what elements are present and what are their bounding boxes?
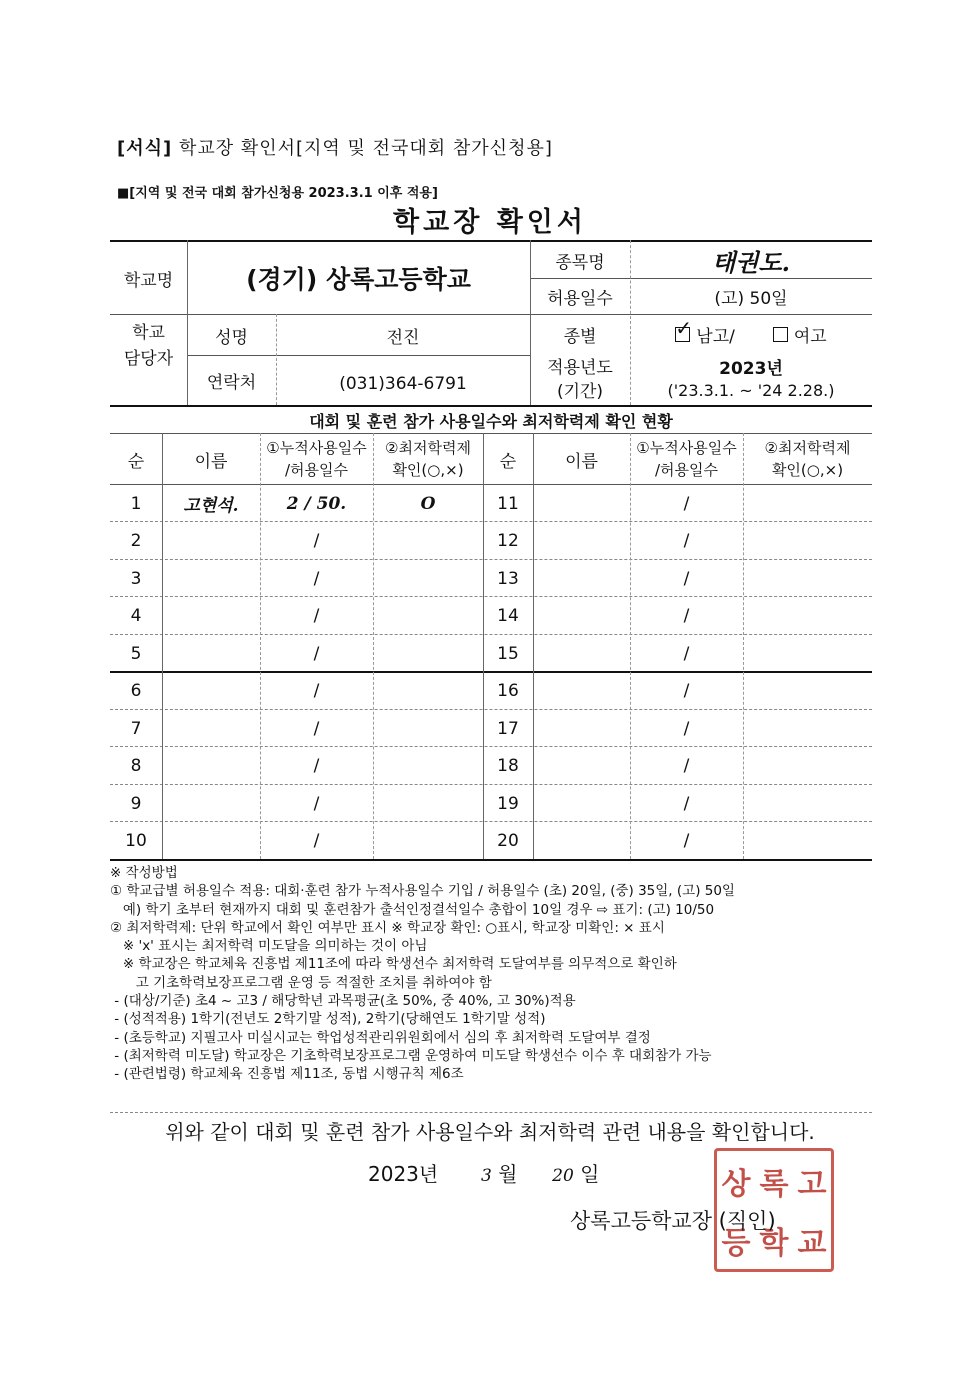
athlete-name: [162, 560, 260, 597]
used-days: /: [313, 718, 320, 739]
min-academic-check: [743, 822, 872, 859]
name-value: 전진: [386, 328, 420, 348]
min-academic-check: [373, 635, 483, 672]
min-academic-check: O: [420, 493, 436, 514]
seal-char: 등: [721, 1225, 751, 1261]
min-academic-check: [373, 522, 483, 559]
issue-date-month-label: 월: [498, 1162, 518, 1186]
row-number: 4: [130, 605, 142, 626]
col-header-no: 순: [127, 451, 145, 472]
used-days: /: [313, 530, 320, 551]
used-days: /: [683, 680, 690, 701]
col-header-days-right: [630, 434, 743, 484]
row-number: 8: [130, 755, 142, 776]
status-table-title: 대회 및 훈련 참가 사용일수와 최저학력제 확인 현황: [309, 411, 673, 431]
min-academic-check: [743, 635, 872, 672]
instruction-line: - (최저학력 미도달) 학교장은 기초학력보장프로그램 운영하여 미도달 학생선수 이수 후 대회참가 가능: [110, 1047, 712, 1064]
row-number: 13: [497, 568, 519, 589]
col-header-min-right: [743, 434, 872, 484]
used-days: /: [683, 755, 690, 776]
col-header-days-line1: ①누적사용일수: [266, 439, 367, 457]
principal-signature: 상록고등학교장 (직인): [570, 1209, 776, 1233]
row-number: 5: [130, 643, 142, 664]
instruction-line: - (성적적용) 1학기(전년도 2학기말 성적), 2학기(당해연도 1학기말 성적): [110, 1011, 546, 1028]
min-academic-check: [373, 785, 483, 822]
used-days: /: [313, 680, 320, 701]
row-number: 15: [497, 643, 519, 664]
athlete-name: [533, 822, 630, 859]
athlete-name: [162, 822, 260, 859]
page-title: 학교장 확인서: [393, 207, 587, 238]
min-academic-check: [373, 672, 483, 709]
instruction-line: ② 최저학력제: 단위 학교에서 확인 여부만 표시 ※ 학교장 확인: ○표시, 학교장 미확인: × 표시: [110, 919, 665, 936]
used-days: /: [313, 643, 320, 664]
row-number: 9: [130, 793, 142, 814]
min-academic-check: [743, 597, 872, 634]
row-number: 16: [497, 680, 519, 701]
used-days: /: [683, 643, 690, 664]
form-header: [117, 134, 553, 160]
seal-char: 록: [759, 1166, 789, 1202]
year-label-line2: (기간): [556, 382, 604, 402]
athlete-name: [162, 597, 260, 634]
instruction-line: ※ 작성방법: [110, 865, 178, 881]
min-academic-check: [743, 560, 872, 597]
contact-group-label-line2: 담당자: [123, 349, 174, 369]
row-number: 20: [497, 830, 519, 851]
school-label: 학교명: [123, 270, 174, 291]
row-number: 7: [130, 718, 142, 739]
instruction-line: ① 학교급별 허용일수 적용: 대회·훈련 참가 누적사용일수 기입 / 허용일수 (초) 20일, (중) 35일, (고) 50일: [110, 883, 735, 900]
contact-group-label: [110, 322, 187, 370]
used-days: /: [683, 530, 690, 551]
col-header-min-right-line1: ②최저학력제: [764, 439, 851, 457]
athlete-name: [162, 710, 260, 747]
seal-char: 고: [797, 1166, 827, 1202]
athlete-name: [162, 672, 260, 709]
row-number: 1: [130, 493, 142, 514]
issue-date-day-label: 일: [580, 1162, 600, 1186]
issue-date-month: 3: [480, 1166, 492, 1186]
athlete-name: [533, 597, 630, 634]
used-days: /: [683, 830, 690, 851]
allowed-days-value: (고) 50일: [714, 288, 788, 309]
seal-char: 교: [797, 1225, 827, 1261]
issue-date-year: 2023년: [368, 1162, 439, 1186]
athlete-name: [533, 785, 630, 822]
col-header-no-right: 순: [499, 451, 517, 472]
row-number: 11: [497, 493, 519, 514]
athlete-name: [162, 785, 260, 822]
gender-options: [630, 316, 872, 352]
year-value-period: ('23.3.1. ~ '24 2.28.): [667, 381, 835, 400]
athlete-name: [533, 522, 630, 559]
col-header-days-right-line2: /허용일수: [654, 461, 718, 479]
instruction-line: ※ 학교장은 학교체육 진흥법 제11조에 따라 학생선수 최저학력 도달여부를 의무적으로 확인하: [110, 956, 677, 973]
gender-male-label: 남고/: [696, 326, 735, 347]
athlete-name: [533, 560, 630, 597]
col-header-min-line1: ②최저학력제: [385, 439, 471, 457]
allowed-days-label: 허용일수: [547, 288, 613, 309]
min-academic-check: [743, 710, 872, 747]
issue-date-day: 20: [552, 1166, 574, 1186]
instruction-line: 고 기초학력보장프로그램 운영 등 적절한 조치를 취하여야 함: [110, 974, 492, 991]
athlete-name: [162, 522, 260, 559]
instruction-line: - (대상/기준) 초4 ~ 고3 / 해당학년 과목평균(초 50%, 중 40%, 고 30%)적용: [110, 993, 576, 1010]
row-number: 10: [125, 830, 147, 851]
used-days: /: [313, 755, 320, 776]
min-academic-check: [743, 485, 872, 522]
min-academic-check: [743, 522, 872, 559]
used-days: /: [683, 493, 690, 514]
writing-instructions: [110, 864, 880, 1084]
year-label-line1: 적용년도: [547, 358, 613, 378]
used-days: /: [683, 793, 690, 814]
athlete-name: [533, 635, 630, 672]
seal-char: 상: [721, 1166, 751, 1202]
row-number: 14: [497, 605, 519, 626]
school-value: (경기) 상록고등학교: [246, 265, 471, 294]
gender-female-checkbox[interactable]: [773, 327, 788, 342]
phone-label: 연락처: [206, 373, 257, 393]
min-academic-check: [743, 747, 872, 784]
athlete-name: 고현석.: [183, 496, 239, 516]
sport-value: 태권도.: [712, 247, 790, 277]
athlete-name: [533, 485, 630, 522]
row-number: 6: [130, 680, 142, 701]
year-value-year: 2023년: [719, 359, 783, 379]
form-header-rest: 학교장 확인서[지역 및 전국대회 참가신청용]: [172, 138, 553, 159]
instruction-line: ※ 'x' 표시는 최저학력 미도달을 의미하는 것이 아님: [110, 938, 428, 955]
min-academic-check: [373, 710, 483, 747]
used-days: 2 / 50.: [286, 493, 347, 514]
used-days: /: [683, 718, 690, 739]
year-value: [630, 354, 872, 406]
contact-group-label-line1: 학교: [132, 323, 165, 343]
used-days: /: [313, 830, 320, 851]
col-header-min: [373, 434, 483, 484]
row-number: 12: [497, 530, 519, 551]
gender-female-label: 여고: [793, 326, 827, 347]
year-label: [530, 354, 630, 406]
gender-label: 종별: [563, 326, 597, 347]
min-academic-check: [373, 747, 483, 784]
col-header-name-right: 이름: [565, 451, 598, 472]
row-number: 3: [130, 568, 142, 589]
form-subheader: ■[지역 및 전국 대회 참가신청용 2023.3.1 이후 적용]: [117, 186, 438, 201]
phone-value: (031)364-6791: [339, 373, 467, 394]
used-days: /: [683, 568, 690, 589]
min-academic-check: [373, 597, 483, 634]
min-academic-check: [743, 672, 872, 709]
athlete-name: [533, 747, 630, 784]
confirmation-statement: 위와 같이 대회 및 훈련 참가 사용일수와 최저학력 관련 내용을 확인합니다.: [165, 1120, 815, 1144]
athlete-name: [162, 635, 260, 672]
col-header-min-right-line2: 확인(○,×): [771, 461, 844, 479]
col-header-days-right-line1: ①누적사용일수: [636, 439, 737, 457]
name-label: 성명: [215, 328, 248, 348]
min-academic-check: [373, 822, 483, 859]
min-academic-check: [743, 785, 872, 822]
row-number: 2: [130, 530, 142, 551]
col-header-min-line2: 확인(○,×): [392, 461, 464, 479]
row-number: 19: [497, 793, 519, 814]
instruction-line: 예) 학기 초부터 현재까지 대회 및 훈련참가 출석인정결석일수 총합이 10일 경우 ⇨ 표기: (고) 10/50: [110, 901, 715, 918]
seal-char: 학: [759, 1225, 789, 1261]
instruction-line: - (초등학교) 지필고사 미실시교는 학업성적관리위원회에서 심의 후 최저학력 도달여부 결정: [110, 1029, 651, 1046]
row-number: 17: [497, 718, 519, 739]
row-number: 18: [497, 755, 519, 776]
col-header-name: 이름: [194, 451, 228, 472]
sport-label: 종목명: [555, 252, 605, 273]
instruction-line: - (관련법령) 학교체육 진흥법 제11조, 동법 시행규칙 제6조: [110, 1066, 464, 1083]
athlete-name: [533, 710, 630, 747]
used-days: /: [313, 605, 320, 626]
used-days: /: [313, 793, 320, 814]
used-days: /: [683, 605, 690, 626]
form-header-bold: [서식]: [117, 138, 173, 159]
gender-male-checkbox[interactable]: [675, 327, 690, 342]
athlete-name: [533, 672, 630, 709]
col-header-days-line2: /허용일수: [284, 461, 348, 479]
min-academic-check: [373, 560, 483, 597]
used-days: /: [313, 568, 320, 589]
col-header-days: [260, 434, 373, 484]
athlete-name: [162, 747, 260, 784]
issue-date: [368, 1158, 600, 1187]
